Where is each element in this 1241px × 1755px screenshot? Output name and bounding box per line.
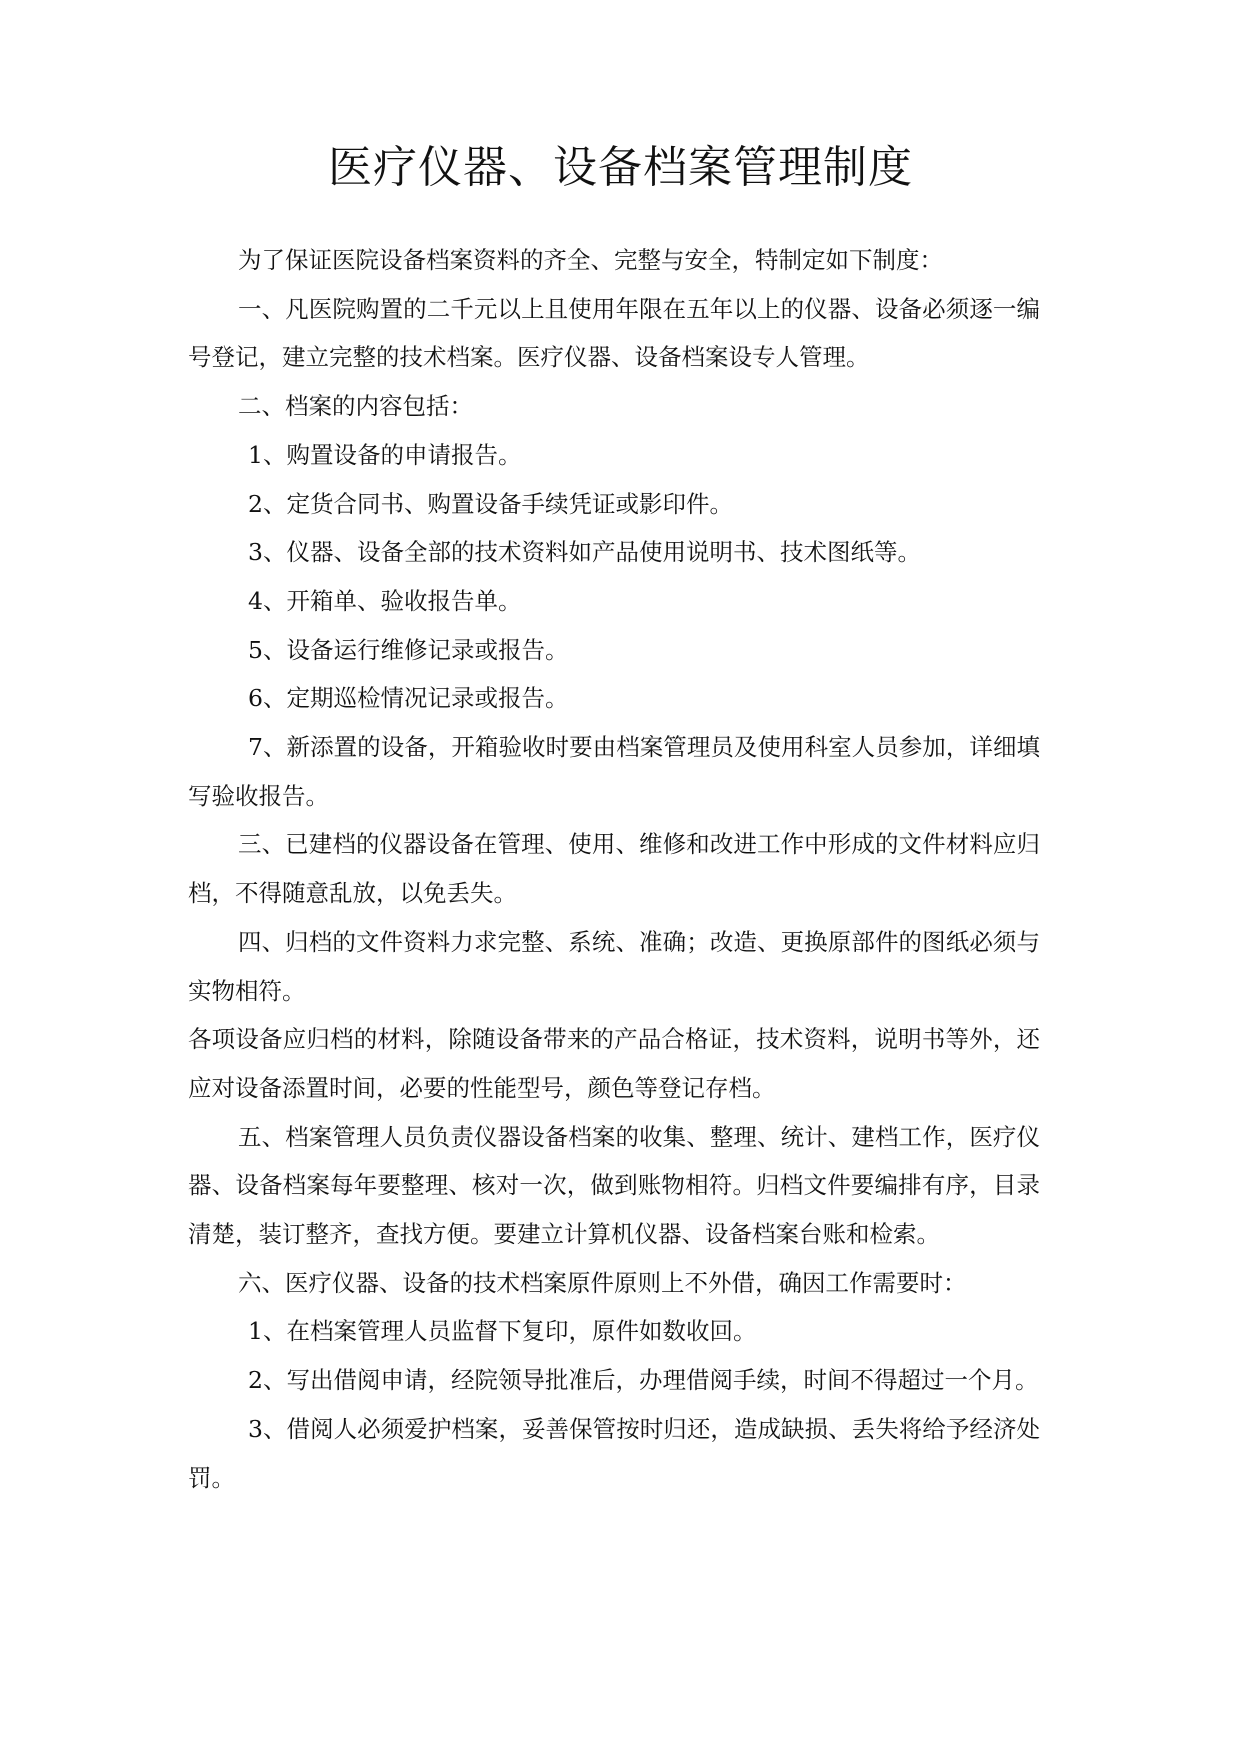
list-item: 7、新添置的设备，开箱验收时要由档案管理员及使用科室人员参加，详细填写验收报告。	[188, 733, 1040, 810]
list-item: 3、仪器、设备全部的技术资料如产品使用说明书、技术图纸等。	[248, 538, 921, 567]
list-item: 5、设备运行维修记录或报告。	[248, 635, 569, 664]
list-item: 6、定期巡检情况记录或报告。	[248, 684, 569, 713]
section-2-heading: 二、档案的内容包括：	[238, 392, 473, 421]
page-title: 医疗仪器、设备档案管理制度	[328, 142, 913, 193]
list-item: 2、定货合同书、购置设备手续凭证或影印件。	[248, 489, 733, 518]
section-1-paragraph: 一、凡医院购置的二千元以上且使用年限在五年以上的仪器、设备必须逐一编号登记，建立完整的技术档案。医疗仪器、设备档案设专人管理。	[188, 294, 1040, 372]
list-item: 1、购置设备的申请报告。	[248, 440, 522, 469]
list-item: 1、在档案管理人员监督下复印，原件如数收回。	[248, 1317, 757, 1346]
section-5-paragraph: 五、档案管理人员负责仪器设备档案的收集、整理、统计、建档工作，医疗仪器、设备档案每年要整理、核对一次，做到账物相符。归档文件要编排有序，目录清楚，装订整齐，查找方便。要建立计算机仪器、设备档案台账和检索。	[188, 1122, 1040, 1249]
section-4-paragraph: 四、归档的文件资料力求完整、系统、准确；改造、更换原部件的图纸必须与实物相符。	[188, 927, 1040, 1005]
list-item: 3、借阅人必须爱护档案，妥善保管按时归还，造成缺损、丢失将给予经济处罚。	[188, 1414, 1040, 1492]
section-6-heading: 六、医疗仪器、设备的技术档案原件原则上不外借，确因工作需要时：	[238, 1268, 967, 1297]
section-4-note: 各项设备应归档的材料，除随设备带来的产品合格证，技术资料，说明书等外，还应对设备添置时间，必要的性能型号，颜色等登记存档。	[188, 1025, 1040, 1102]
list-item: 2、写出借阅申请，经院领导批准后，办理借阅手续，时间不得超过一个月。	[248, 1366, 1039, 1395]
document-body	[188, 236, 1040, 1502]
section-3-paragraph: 三、已建档的仪器设备在管理、使用、维修和改进工作中形成的文件材料应归档，不得随意乱放，以免丢失。	[188, 830, 1040, 908]
intro-paragraph: 为了保证医院设备档案资料的齐全、完整与安全，特制定如下制度：	[238, 246, 943, 274]
list-item: 4、开箱单、验收报告单。	[248, 586, 522, 615]
